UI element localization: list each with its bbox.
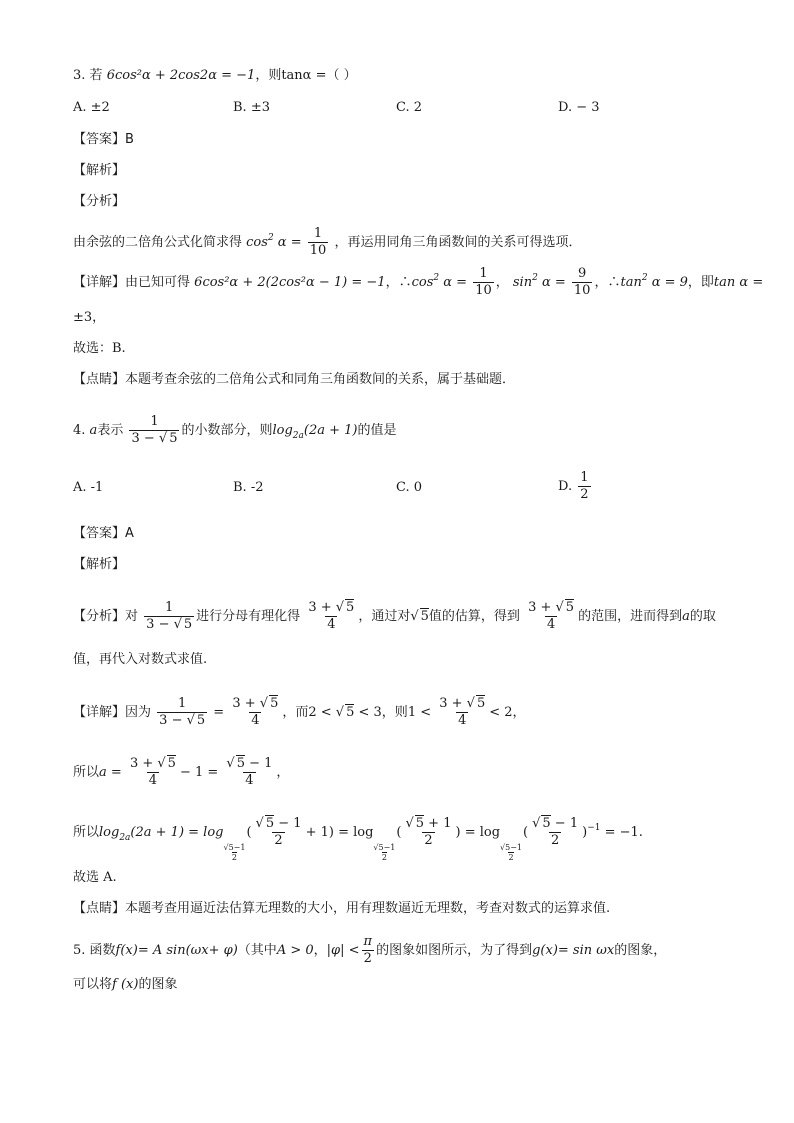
- answer-label: 【答案】: [73, 526, 126, 541]
- q4-option-d: D. $\frac{1}{2}$: [558, 470, 589, 502]
- detail-label: 【详解】: [73, 275, 126, 290]
- comment-text: 本题考查余弦的二倍角公式和同角三角函数间的关系，属于基础题．: [125, 372, 516, 387]
- q4-fenxi: 【分析】对 $\frac{1}{3 - √ 5}$ 进行分母有理化得 $\frac{3 + √ 5}{4}$ ，通过对√ 5值的估算，得到 $\frac{3 + √ 5}{4}$ 的范围，进而得到a的取: [73, 600, 716, 632]
- q3-expression: 6cos²α + 2cos2α = −1: [106, 68, 256, 83]
- detail-text-b: ，∴: [385, 275, 412, 290]
- q3-suffix: ，则tanα =（ ）: [255, 68, 357, 83]
- analysis-text-b: ，再运用同角三角函数间的关系可得选项．: [334, 235, 582, 250]
- answer-value: B: [125, 132, 134, 147]
- q3-comment: [73, 370, 515, 390]
- q3-analysis: [73, 226, 581, 259]
- q3-conclusion: 故选：B.: [73, 341, 126, 356]
- fraction-1-2: $\frac{1}{2}$: [580, 470, 589, 502]
- q4-stem-c: 的值是: [357, 423, 397, 438]
- fraction-9-10: $\frac{9}{10}$: [573, 266, 591, 298]
- fraction-1-over-3-minus-sqrt5: $\frac{1}{3 - √ 5}$: [131, 414, 178, 446]
- fraction-1-10: $\frac{1}{10}$: [475, 266, 492, 298]
- q3-prefix: 3. 若: [73, 68, 103, 83]
- fenxi-label: 【分析】: [73, 609, 126, 624]
- q3-option-a: A. ±2: [73, 100, 110, 115]
- q3-answer: [73, 130, 134, 150]
- q5-line2: 可以将f (x)的图象: [73, 977, 178, 992]
- q3-jiexi: 【解析】: [73, 163, 126, 178]
- q4-conclusion: 故选 A.: [73, 870, 117, 885]
- detail-text-a: 由已知可得: [125, 275, 191, 290]
- q3-option-d: D. − 3: [558, 100, 600, 115]
- analysis-text-a: 由余弦的二倍角公式化简求得: [73, 235, 243, 250]
- q4-option-b: B. -2: [233, 480, 264, 495]
- q4-stem-a: 表示: [97, 423, 124, 438]
- q4-option-c: C. 0: [396, 480, 423, 495]
- answer-label: 【答案】: [73, 132, 126, 147]
- q4-option-a: A. -1: [73, 480, 104, 495]
- q3-detail: 【详解】由已知可得 6cos²α + 2(2cos²α − 1) = −1，$\therefore\cos^2$ α = $\frac{1}{10}$ ， $\sin^2 \alpha$ = $\frac{9}{10}$ ，$\therefore\tan^2$ α = 9，即tan α =: [73, 266, 764, 298]
- q4-so-b: 所以$\log_{2a}(2a + 1) = \log$ $\frac{√5-1}{2}$ ( $\frac{√ 5 - 1}{2}$ + 1) = log $\frac{√5-1}{2}$ ( $\frac{√ 5 + 1}{2}$ ) = log $\frac{√5-1}{2}$ ( $\frac{√ 5 - 1}{2}$ )$^{-1}$ = −1.: [73, 816, 643, 862]
- q4-detail: 【详解】因为 $\frac{1}{3 - √ 5}$ = $\frac{3 + √ 5}{4}$ ，而2 < √ 5 < 3，则1 < $\frac{3 + √ 5}{4}$ < 2，: [73, 696, 526, 728]
- detail-label: 【详解】: [73, 705, 126, 720]
- fraction-1-10: $\frac{1}{10}$: [309, 226, 327, 258]
- q3-option-b: B. ±3: [233, 100, 270, 115]
- detail-text-c: ，: [495, 275, 509, 290]
- q3-detail-tail: ±3，: [73, 310, 106, 325]
- q4-comment: [73, 899, 610, 919]
- cos-squared-expr: $\cos^2 \alpha$ =: [246, 233, 302, 250]
- q4-prefix: 4.: [73, 423, 86, 438]
- detail-expression-1: 6cos²α + 2(2cos²α − 1) = −1: [194, 275, 386, 290]
- comment-label: 【点睛】: [73, 372, 126, 387]
- q3-fenxi: 【分析】: [73, 194, 126, 209]
- answer-value: A: [125, 526, 134, 541]
- detail-text-e: ，即: [687, 275, 714, 290]
- q4-stem-b: 的小数部分，则: [181, 423, 273, 438]
- q3-option-c: C. 2: [396, 100, 423, 115]
- q4-stem: 4. a表示 $\frac{1}{3 - √ 5}$ 的小数部分，则$\log_{2a}(2a + 1)$的值是: [73, 414, 397, 446]
- q3-stem: [73, 66, 357, 86]
- q5-stem: 5. 函数f(x)= A sin(ωx+ φ)（其中A > 0，|φ| < $\frac{\pi}{2}$ 的图象如图所示，为了得到g(x)= sin ωx的图象，: [73, 934, 667, 966]
- q4-jiexi: 【解析】: [73, 557, 126, 572]
- detail-text-d: ，∴: [594, 275, 621, 290]
- q4-fenxi-line2: 值，再代入对数式求值.: [73, 652, 208, 667]
- q4-answer: [73, 524, 134, 544]
- q4-so-a: 所以a = $\frac{3 + √ 5}{4}$ − 1 = $\frac{√ 5 - 1}{4}$ ，: [73, 756, 290, 788]
- comment-label: 【点睛】: [73, 901, 126, 916]
- comment-text: 本题考查用逼近法估算无理数的大小，用有理数逼近无理数，考查对数式的运算求值.: [125, 901, 611, 916]
